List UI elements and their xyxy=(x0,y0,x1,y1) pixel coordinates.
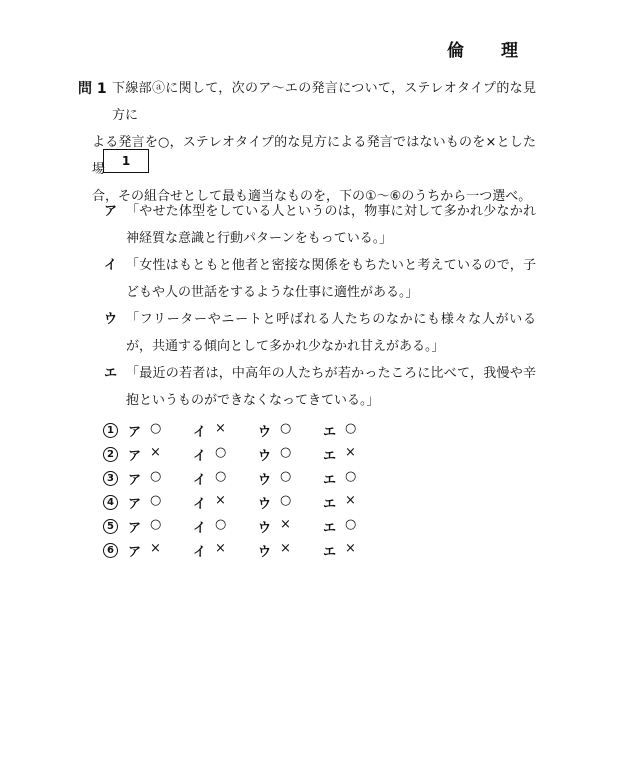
option-value: × xyxy=(280,516,291,532)
option-key: ウ xyxy=(258,424,272,440)
option-key: イ xyxy=(193,448,207,464)
answer-option[interactable] xyxy=(103,466,388,490)
option-key: ウ xyxy=(258,544,272,560)
question-text-line: 下線部ⓐに関して，次のア～エの発言について，ステレオタイプ的な見方に xyxy=(112,81,536,123)
option-key: イ xyxy=(193,424,207,440)
statement-text: 「フリーターやニートと呼ばれる人たちのなかにも様々な人がいるが，共通する傾向として多かれ少なかれ甘えがある。」 xyxy=(126,312,536,354)
option-key: ウ xyxy=(258,472,272,488)
option-key: エ xyxy=(323,520,337,536)
statement-text: 「やせた体型をしている人というのは，物事に対して多かれ少なかれ神経質な意識と行動パターンをもっている。」 xyxy=(126,204,536,246)
option-key: ア xyxy=(128,520,142,536)
option-value: ○ xyxy=(150,420,162,436)
statement-label: ウ xyxy=(104,312,118,327)
option-value: × xyxy=(345,540,356,556)
option-number: 1 xyxy=(103,423,118,438)
option-value: × xyxy=(215,540,226,556)
answer-option[interactable] xyxy=(103,442,388,466)
option-key: イ xyxy=(193,544,207,560)
statement xyxy=(104,252,536,306)
option-key: イ xyxy=(193,496,207,512)
option-value: ○ xyxy=(215,516,227,532)
statement-label: ア xyxy=(104,204,118,219)
option-value: ○ xyxy=(280,492,292,508)
option-key: イ xyxy=(193,520,207,536)
option-value: ○ xyxy=(345,516,357,532)
option-value: ○ xyxy=(215,468,227,484)
answer-option[interactable] xyxy=(103,490,388,514)
option-value: × xyxy=(215,420,226,436)
option-value: ○ xyxy=(280,420,292,436)
option-key: ア xyxy=(128,424,142,440)
answer-option[interactable] xyxy=(103,514,388,538)
option-value: × xyxy=(345,492,356,508)
statement-label: エ xyxy=(104,366,118,381)
option-value: × xyxy=(345,444,356,460)
option-key: エ xyxy=(323,496,337,512)
answer-option[interactable] xyxy=(103,538,388,562)
option-number: 2 xyxy=(103,447,118,462)
question-text-line: よる発言を○，ステレオタイプ的な見方による発言ではないものを×とした場 xyxy=(92,135,536,177)
option-value: × xyxy=(150,540,161,556)
answer-number-box: 1 xyxy=(103,149,149,173)
option-number: 6 xyxy=(103,543,118,558)
option-value: ○ xyxy=(345,468,357,484)
option-value: × xyxy=(280,540,291,556)
statement xyxy=(104,198,536,252)
option-key: ウ xyxy=(258,448,272,464)
option-value: × xyxy=(150,444,161,460)
option-key: エ xyxy=(323,544,337,560)
question-text-line: 合，その組合せとして最も適当なものを，下の①～⑥のうちから一つ選べ。 xyxy=(92,189,532,204)
option-value: ○ xyxy=(150,492,162,508)
option-value: ○ xyxy=(150,516,162,532)
option-number: 3 xyxy=(103,471,118,486)
subject-title: 倫 理 xyxy=(447,41,528,61)
statement-text: 「女性はもともと他者と密接な関係をもちたいと考えているので，子どもや人の世話をするような仕事に適性がある。」 xyxy=(126,258,536,300)
option-key: ア xyxy=(128,448,142,464)
option-key: ア xyxy=(128,472,142,488)
statement-text: 「最近の若者は，中高年の人たちが若かったころに比べて，我慢や辛抱というものができなくなってきている。」 xyxy=(126,366,536,408)
statement xyxy=(104,306,536,360)
statement-list xyxy=(104,198,536,414)
option-key: ウ xyxy=(258,496,272,512)
question-label: 問 1 xyxy=(78,81,107,97)
option-key: ウ xyxy=(258,520,272,536)
option-value: ○ xyxy=(280,444,292,460)
option-key: エ xyxy=(323,424,337,440)
option-value: ○ xyxy=(280,468,292,484)
statement-label: イ xyxy=(104,258,118,273)
option-number: 4 xyxy=(103,495,118,510)
option-key: ア xyxy=(128,544,142,560)
option-value: ○ xyxy=(150,468,162,484)
option-value: ○ xyxy=(345,420,357,436)
option-key: エ xyxy=(323,448,337,464)
option-key: イ xyxy=(193,472,207,488)
answer-option[interactable] xyxy=(103,418,388,442)
option-key: エ xyxy=(323,472,337,488)
option-value: ○ xyxy=(215,444,227,460)
option-value: × xyxy=(215,492,226,508)
option-number: 5 xyxy=(103,519,118,534)
option-key: ア xyxy=(128,496,142,512)
answer-options xyxy=(103,418,388,562)
statement xyxy=(104,360,536,414)
